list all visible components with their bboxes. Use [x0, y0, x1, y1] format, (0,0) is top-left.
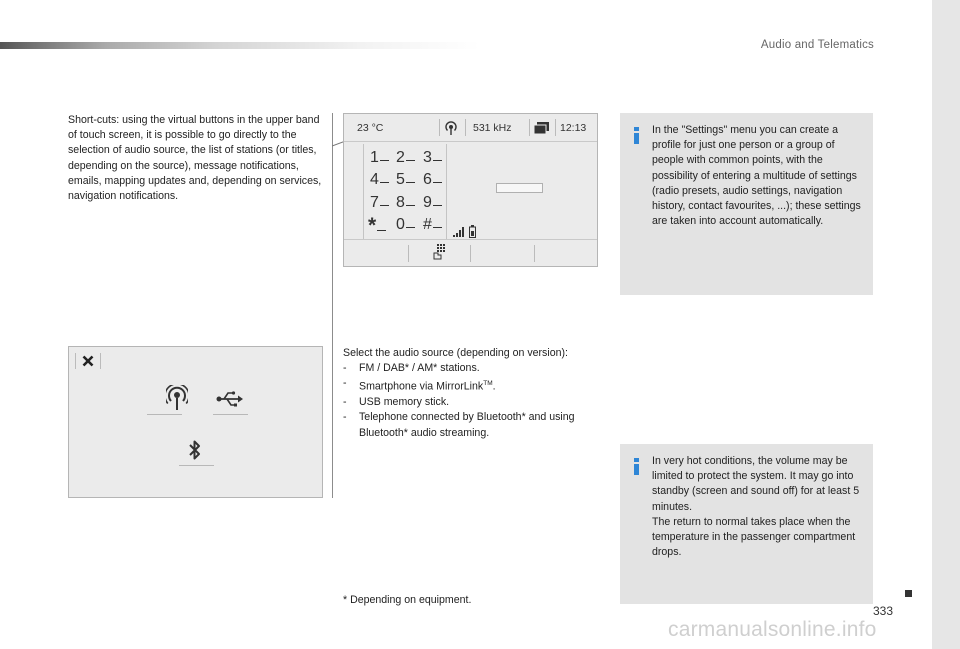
- dialpad-icon[interactable]: [433, 244, 447, 260]
- trademark-sup: TM: [483, 380, 493, 388]
- key-7[interactable]: 7: [370, 194, 389, 212]
- dialed-number-field[interactable]: [496, 183, 543, 193]
- list-item: - Smartphone via MirrorLink™.: [343, 376, 583, 395]
- section-title: Audio and Telematics: [760, 39, 874, 51]
- key-9[interactable]: 9: [423, 194, 442, 212]
- phone-keypad-screen: [343, 113, 598, 267]
- key-hash[interactable]: #: [423, 216, 442, 234]
- close-icon[interactable]: [82, 355, 94, 367]
- page-number: 333: [873, 604, 894, 618]
- info-box-settings: [620, 113, 873, 295]
- time-readout: 12:13: [560, 122, 587, 134]
- list-item: - USB memory stick.: [343, 395, 583, 410]
- key-4[interactable]: 4: [370, 171, 389, 189]
- key-3[interactable]: 3: [423, 149, 442, 167]
- key-1[interactable]: 1: [370, 149, 389, 167]
- header-gradient-bar: [0, 42, 480, 49]
- key-star[interactable]: *: [368, 215, 386, 237]
- info-icon: [634, 458, 639, 475]
- key-2[interactable]: 2: [396, 149, 415, 167]
- frequency-readout: 531 kHz: [473, 122, 512, 134]
- audio-source-section: [343, 346, 583, 441]
- bluetooth-icon[interactable]: [189, 439, 201, 461]
- temperature-readout: 23 °C: [357, 122, 384, 134]
- list-item: - FM / DAB* / AM* stations.: [343, 361, 583, 376]
- shortcuts-paragraph: Short-cuts: using the virtual buttons in the upper band of touch screen, it is possible to go directly to the selection of audio source, the list of stations (or titles, depending on the source), message notifications, emails, mapping updates and, depending on services, navigation notifications.: [68, 114, 322, 203]
- usb-source-underline: [213, 414, 248, 415]
- info-icon: [634, 127, 639, 144]
- page-marker: [905, 590, 912, 597]
- info-settings-text: In the "Settings" menu you can create a profile for just one person or a group of people with common points, with the possibility of entering a multitude of settings (radio presets, audio settings, navigation history, contact favourites, ...); these settings are taken into account automatically.: [652, 124, 861, 228]
- usb-icon[interactable]: [216, 391, 244, 407]
- radio-source-icon[interactable]: [166, 385, 188, 411]
- radio-source-underline: [147, 414, 182, 415]
- audio-source-screen: [68, 346, 323, 498]
- key-0[interactable]: 0: [396, 216, 415, 234]
- watermark: carmanualsonline.info: [668, 618, 877, 641]
- info-hot-paragraph-1: In very hot conditions, the volume may be limited to protect the system. It may go into standby (screen and sound off) for at least 5 minutes.: [652, 455, 860, 513]
- footnote: * Depending on equipment.: [343, 594, 472, 606]
- info-box-hot-conditions: [620, 444, 873, 604]
- dial-keypad: [363, 144, 447, 239]
- radio-icon[interactable]: [444, 121, 458, 135]
- screen-bottom-band: [344, 239, 597, 266]
- audio-source-intro: Select the audio source (depending on version):: [343, 347, 568, 359]
- page-edge-strip: [932, 0, 960, 649]
- audio-source-list: [343, 361, 583, 441]
- key-6[interactable]: 6: [423, 171, 442, 189]
- battery-icon: [469, 225, 476, 238]
- info-hot-text: [652, 454, 863, 560]
- column-divider: [332, 113, 333, 498]
- signal-strength-icon: [453, 227, 465, 237]
- screen-status-bar: [344, 114, 597, 142]
- info-hot-paragraph-2: The return to normal takes place when the temperature in the passenger compartment drops.: [652, 515, 856, 559]
- bluetooth-source-underline: [179, 465, 214, 466]
- key-8[interactable]: 8: [396, 194, 415, 212]
- list-item: - Telephone connected by Bluetooth* and using Bluetooth* audio streaming.: [343, 410, 583, 440]
- key-5[interactable]: 5: [396, 171, 415, 189]
- media-icon[interactable]: [534, 121, 550, 134]
